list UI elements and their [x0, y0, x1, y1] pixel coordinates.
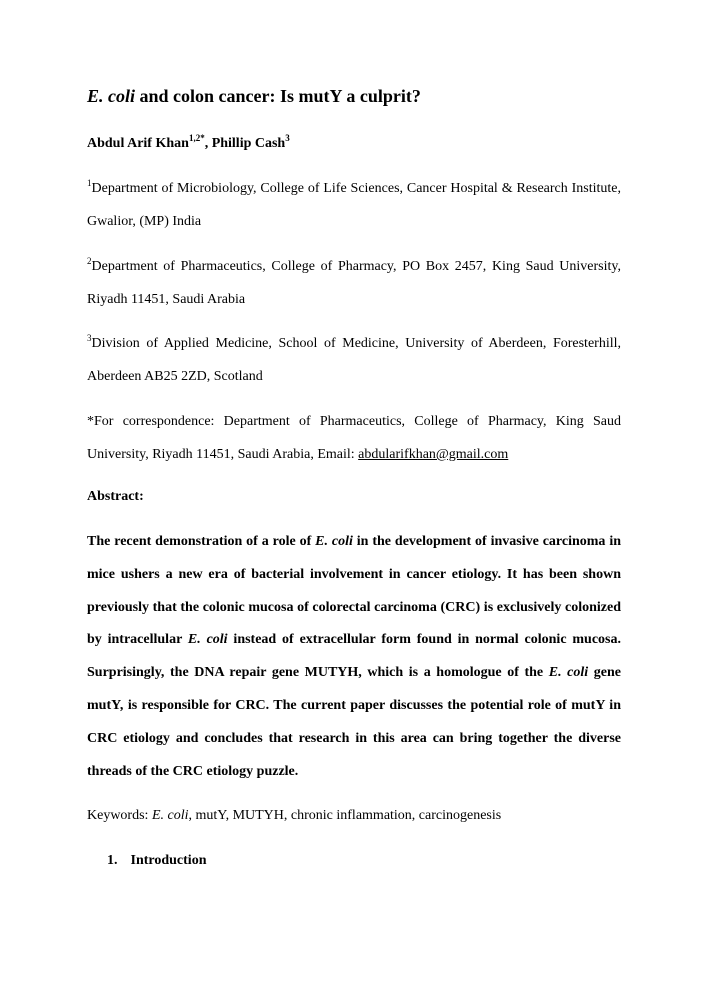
title-text: and colon cancer: Is mutY a culprit?	[135, 86, 421, 106]
correspondence-email-link[interactable]: abdularifkhan@gmail.com	[358, 447, 509, 462]
affiliation-3-mark: 3	[87, 333, 92, 343]
paper-title	[87, 84, 627, 108]
keywords-list: , mutY, MUTYH, chronic inflammation, carcinogenesis	[188, 808, 502, 823]
keywords-label: Keywords:	[87, 808, 152, 823]
author-1: Abdul Arif Khan	[87, 136, 189, 151]
abstract-italic-1: E. coli	[315, 534, 353, 549]
abstract-text-2: in the development of invasive carcinoma in mice ushers a new era of bacterial involvement in cancer etiology. It has been shown previously that the colonic mucosa of colorectal carcinoma (CRC) is exclusively colonized by intracellular	[87, 534, 621, 648]
title-italic: E. coli	[87, 86, 135, 106]
keywords-italic: E. coli	[151, 808, 189, 823]
affiliation-2-text: Department of Pharmaceutics, College of Pharmacy, PO Box 2457, King Saud University, Riyadh 11451, Saudi Arabia	[87, 259, 621, 307]
correspondence-text: *For correspondence: Department of Pharmaceutics, College of Pharmacy, King Saud University, Riyadh 11451, Saudi Arabia, Email:	[87, 414, 621, 462]
abstract-italic-3: E. coli	[548, 665, 589, 681]
affiliation-1-mark: 1	[87, 178, 92, 188]
author-list	[87, 134, 290, 154]
affiliation-2	[87, 250, 621, 316]
abstract-text-4: gene mutY, is responsible for CRC. The current paper discusses the potential role of mutY in CRC etiology and concludes that research in this area can bring together the diverse threads of the CRC etiology puzzle.	[87, 665, 621, 779]
affiliation-1-text: Department of Microbiology, College of Life Sciences, Cancer Hospital & Research Institute, Gwalior, (MP) India	[87, 181, 621, 229]
affiliation-3-text: Division of Applied Medicine, School of Medicine, University of Aberdeen, Foresterhill, Aberdeen AB25 2ZD, Scotland	[87, 336, 621, 384]
abstract-heading: Abstract:	[87, 489, 144, 504]
abstract-italic-2: E. coli	[187, 632, 228, 648]
author-separator: ,	[204, 136, 212, 151]
abstract-text-3: instead of extracellular form found in normal colonic mucosa. Surprisingly, the DNA repair gene MUTYH, which is a homologue of the	[87, 632, 621, 681]
section-number: 1.	[107, 853, 118, 868]
affiliation-3	[87, 327, 621, 393]
correspondence-note	[87, 405, 621, 471]
author-2-affiliation-mark: 3	[285, 133, 290, 143]
section-heading-introduction	[87, 851, 206, 871]
author-1-affiliation-mark: 1,2*	[188, 133, 205, 143]
abstract-text-1: The recent demonstration of a role of	[87, 534, 316, 549]
affiliation-1	[87, 172, 621, 238]
keywords	[87, 806, 501, 826]
section-title: Introduction	[130, 853, 207, 868]
abstract-body	[87, 526, 621, 788]
author-2: Phillip Cash	[211, 136, 286, 151]
affiliation-2-mark: 2	[87, 256, 92, 266]
